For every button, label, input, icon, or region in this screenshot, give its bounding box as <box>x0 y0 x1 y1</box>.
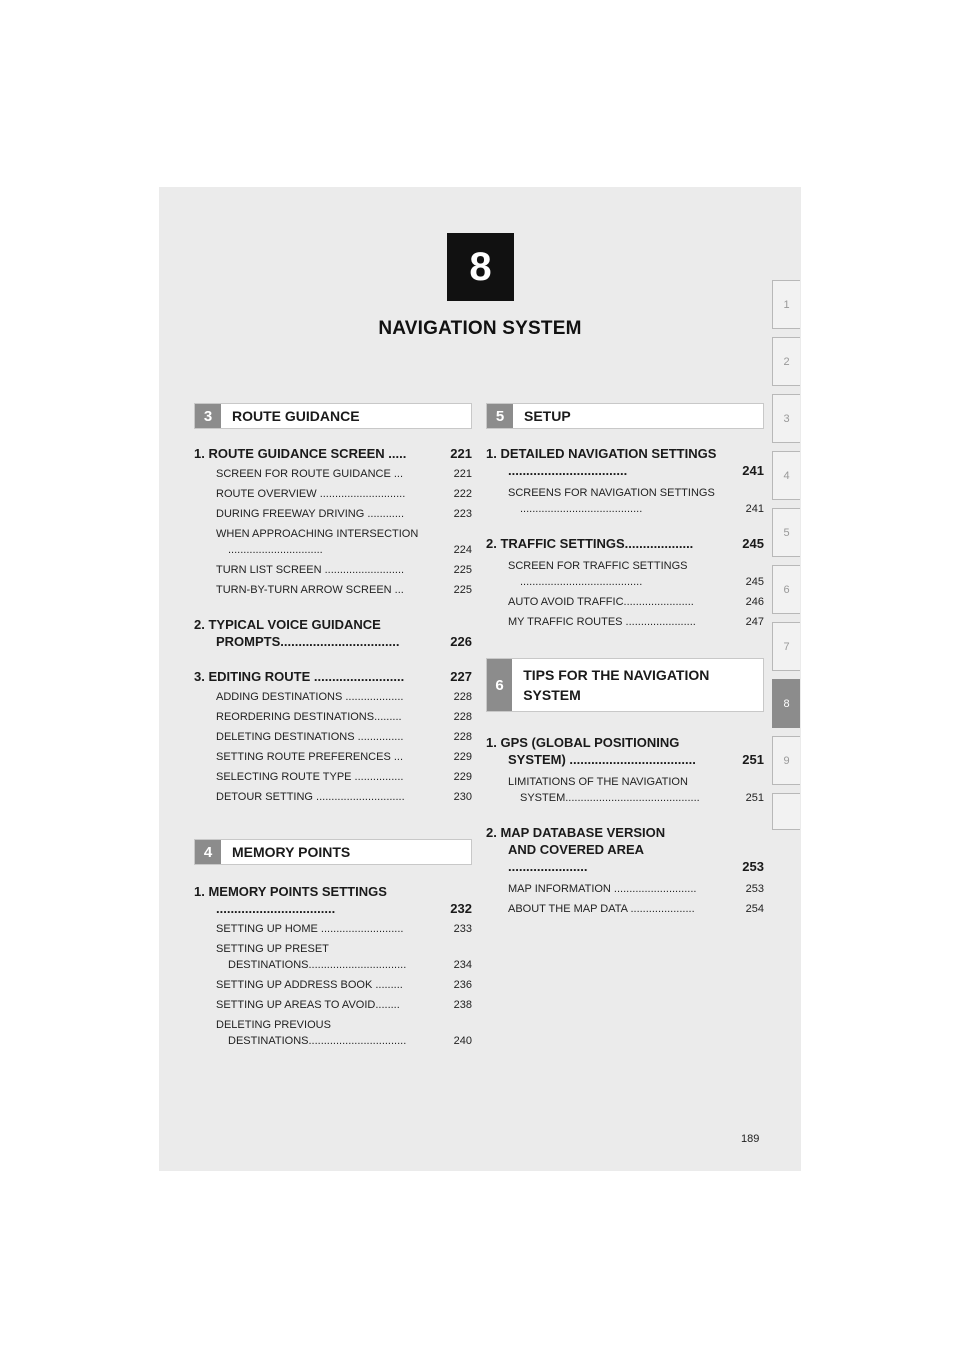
toc-subentry[interactable]: SETTING UP AREAS TO AVOID........ 238 <box>216 999 472 1011</box>
tab-2[interactable]: 2 <box>772 337 800 386</box>
tab-empty <box>772 793 800 830</box>
section-number: 4 <box>195 840 221 864</box>
page-number: 189 <box>741 1133 760 1145</box>
tab-6[interactable]: 6 <box>772 565 800 614</box>
toc-subentry[interactable]: DELETING PREVIOUS DESTINATIONS................................ 240 <box>216 1019 472 1047</box>
toc-subentry[interactable]: DELETING DESTINATIONS ............... 228 <box>216 731 472 743</box>
toc-entry[interactable]: 1. GPS (GLOBAL POSITIONING SYSTEM) ................................... 251 <box>486 735 764 767</box>
section-title: TIPS FOR THE NAVIGATION SYSTEM <box>523 667 710 703</box>
toc-subentry[interactable]: MY TRAFFIC ROUTES ....................... 247 <box>508 616 764 628</box>
toc-subentry[interactable]: WHEN APPROACHING INTERSECTION ............................... 224 <box>216 528 472 556</box>
toc-subentry[interactable]: SETTING ROUTE PREFERENCES ... 229 <box>216 751 472 763</box>
toc-entry[interactable]: 1. DETAILED NAVIGATION SETTINGS ................................. 241 <box>486 446 764 478</box>
section-header-setup <box>486 403 764 429</box>
tab-4[interactable]: 4 <box>772 451 800 500</box>
toc-subentry[interactable]: SETTING UP ADDRESS BOOK ......... 236 <box>216 979 472 991</box>
section-title: ROUTE GUIDANCE <box>232 408 360 424</box>
toc-subentry[interactable]: MAP INFORMATION ........................... 253 <box>508 883 764 895</box>
toc-right-column <box>486 403 764 917</box>
toc-subentry[interactable]: LIMITATIONS OF THE NAVIGATION SYSTEM............................................ 251 <box>508 776 764 804</box>
section-title: MEMORY POINTS <box>232 844 351 860</box>
chapter-tabs <box>772 280 800 838</box>
section-number: 6 <box>487 659 512 711</box>
toc-entry[interactable]: 2. MAP DATABASE VERSION AND COVERED AREA ...................... 253 <box>486 825 764 874</box>
section-header-memory-points <box>194 839 472 865</box>
toc-subentry[interactable]: TURN LIST SCREEN .......................... 225 <box>216 564 472 576</box>
toc-subentry[interactable]: SETTING UP HOME ........................... 233 <box>216 923 472 935</box>
chapter-title: NAVIGATION SYSTEM <box>378 318 582 339</box>
toc-subentry[interactable]: ADDING DESTINATIONS ................... 228 <box>216 691 472 703</box>
tab-9[interactable]: 9 <box>772 736 800 785</box>
tab-5[interactable]: 5 <box>772 508 800 557</box>
toc-entry[interactable]: 3. EDITING ROUTE ......................... 227 <box>194 669 472 684</box>
tab-1[interactable]: 1 <box>772 280 800 329</box>
toc-subentry[interactable]: TURN-BY-TURN ARROW SCREEN ... 225 <box>216 584 472 596</box>
section-title: SETUP <box>524 408 571 424</box>
toc-subentry[interactable]: REORDERING DESTINATIONS......... 228 <box>216 711 472 723</box>
chapter-number: 8 <box>469 244 492 289</box>
toc-subentry[interactable]: DURING FREEWAY DRIVING ............ 223 <box>216 508 472 520</box>
toc-subentry[interactable]: SELECTING ROUTE TYPE ................ 229 <box>216 771 472 783</box>
toc-subentry[interactable]: SETTING UP PRESET DESTINATIONS................................ 234 <box>216 943 472 971</box>
toc-subentry[interactable]: SCREEN FOR ROUTE GUIDANCE ... 221 <box>216 468 472 480</box>
section-header-tips <box>486 658 764 712</box>
chapter-number-box <box>447 233 514 301</box>
tab-7[interactable]: 7 <box>772 622 800 671</box>
tab-3[interactable]: 3 <box>772 394 800 443</box>
toc-subentry[interactable]: ABOUT THE MAP DATA ..................... 254 <box>508 903 764 915</box>
toc-entry[interactable]: 2. TRAFFIC SETTINGS................... 245 <box>486 536 764 551</box>
tab-8[interactable]: 8 <box>772 679 800 728</box>
toc-entry[interactable]: 2. TYPICAL VOICE GUIDANCE PROMPTS................................. 226 <box>194 617 472 649</box>
toc-entry[interactable]: 1. MEMORY POINTS SETTINGS ................................. 232 <box>194 884 472 916</box>
toc-left-column <box>194 403 472 1049</box>
toc-subentry[interactable]: SCREEN FOR TRAFFIC SETTINGS ........................................ 245 <box>508 560 764 588</box>
toc-subentry[interactable]: AUTO AVOID TRAFFIC....................... 246 <box>508 596 764 608</box>
toc-subentry[interactable]: SCREENS FOR NAVIGATION SETTINGS ........................................ 241 <box>508 487 764 515</box>
toc-subentry[interactable]: ROUTE OVERVIEW ............................ 222 <box>216 488 472 500</box>
section-number: 3 <box>195 404 221 428</box>
section-number: 5 <box>487 404 513 428</box>
toc-entry[interactable]: 1. ROUTE GUIDANCE SCREEN ..... 221 <box>194 446 472 461</box>
toc-subentry[interactable]: DETOUR SETTING ............................. 230 <box>216 791 472 803</box>
section-header-route-guidance <box>194 403 472 429</box>
